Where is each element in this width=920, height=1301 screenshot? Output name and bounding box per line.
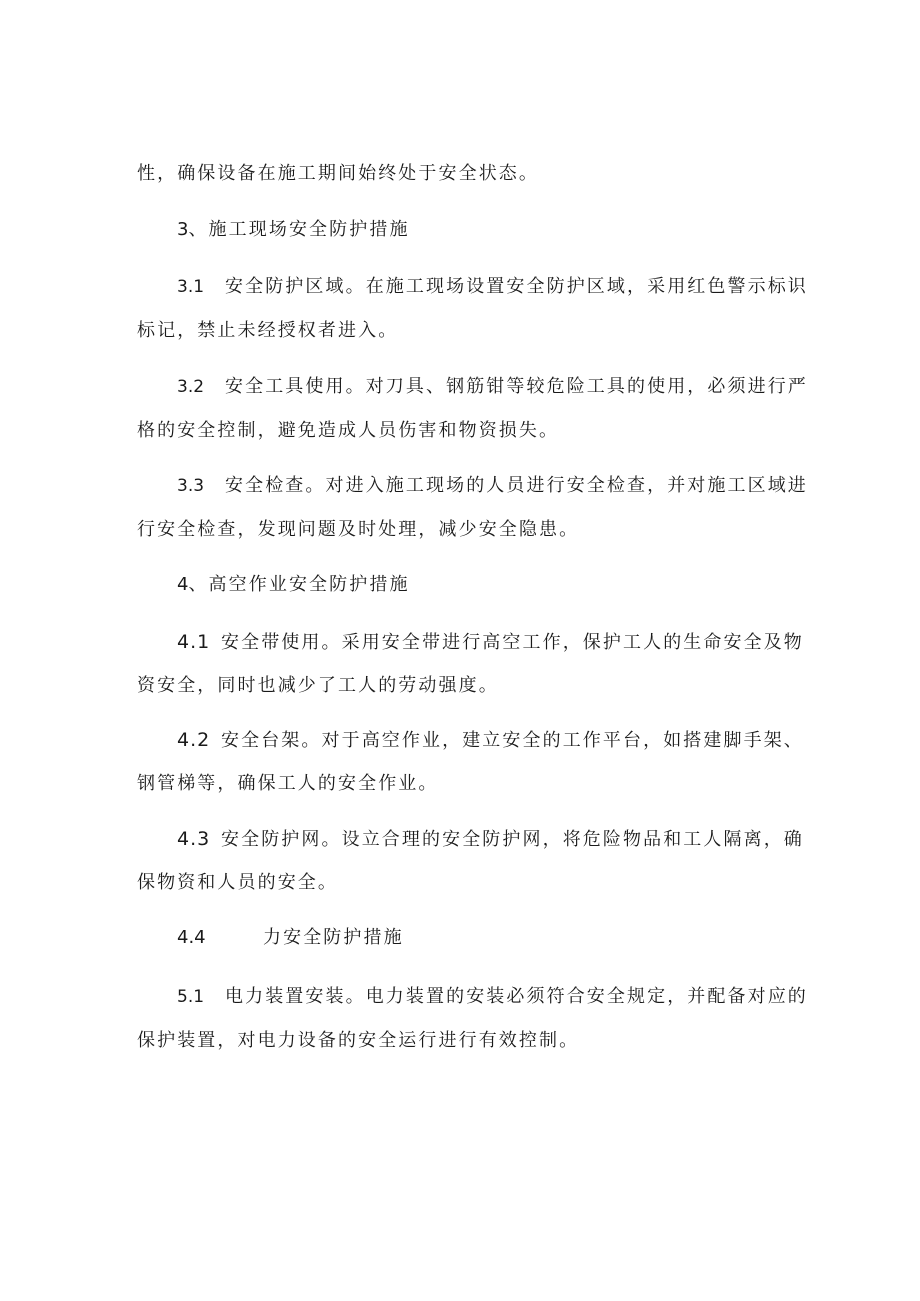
item-number: 4.3 bbox=[177, 828, 211, 850]
paragraph-3-1 bbox=[137, 265, 809, 353]
paragraph-4-3 bbox=[137, 817, 809, 905]
section-heading-4 bbox=[137, 563, 809, 607]
text-line: 安全台架。对于高空作业，建立安全的工作平台，如搭建脚手架、 bbox=[221, 730, 804, 751]
paragraph-3-3 bbox=[137, 464, 809, 552]
heading-text: 、施工现场安全防护措施 bbox=[188, 219, 410, 240]
paragraph-4-4 bbox=[137, 916, 809, 960]
text-line: 格的安全控制，避免造成人员伤害和物资损失。 bbox=[137, 420, 560, 441]
item-number: 3.1 bbox=[177, 277, 205, 297]
text-line: 行安全检查，发现问题及时处理，减少安全隐患。 bbox=[137, 519, 580, 540]
text-line: 性，确保设备在施工期间始终处于安全状态。 bbox=[137, 163, 539, 184]
text-line: 保护装置，对电力设备的安全运行进行有效控制。 bbox=[137, 1030, 580, 1051]
heading-text: 、高空作业安全防护措施 bbox=[188, 574, 410, 595]
heading-number: 3 bbox=[177, 219, 189, 240]
heading-number: 4 bbox=[177, 574, 189, 595]
text-line: 安全带使用。采用安全带进行高空工作，保护工人的生命安全及物 bbox=[221, 632, 804, 653]
item-number: 4.2 bbox=[177, 729, 211, 751]
text-line: 安全防护区域。在施工现场设置安全防护区域，采用红色警示标识 bbox=[225, 276, 808, 297]
item-number: 4.1 bbox=[177, 631, 211, 653]
text-line: 标记，禁止未经授权者进入。 bbox=[137, 320, 399, 341]
paragraph-5-1 bbox=[137, 975, 809, 1063]
paragraph-3-2 bbox=[137, 365, 809, 453]
text-line: 安全工具使用。对刀具、钢筋钳等较危险工具的使用，必须进行严 bbox=[225, 376, 808, 397]
item-number: 5.1 bbox=[177, 987, 205, 1007]
paragraph-4-1 bbox=[137, 620, 809, 708]
item-number: 3.3 bbox=[177, 476, 205, 496]
text-line: 安全防护网。设立合理的安全防护网，将危险物品和工人隔离，确 bbox=[221, 829, 804, 850]
text-line: 资安全，同时也减少了工人的劳动强度。 bbox=[137, 675, 499, 696]
text-line: 保物资和人员的安全。 bbox=[137, 872, 338, 893]
item-number: 3.2 bbox=[177, 377, 205, 397]
text-line: 电力装置安装。电力装置的安装必须符合安全规定，并配备对应的 bbox=[225, 986, 808, 1007]
text-line: 钢管梯等，确保工人的安全作业。 bbox=[137, 773, 439, 794]
paragraph-4-2 bbox=[137, 718, 809, 806]
item-number: 4.4 bbox=[177, 927, 206, 948]
text-line: 安全检查。对进入施工现场的人员进行安全检查，并对施工区域进 bbox=[225, 475, 808, 496]
paragraph-continuation bbox=[137, 152, 809, 196]
text-line: 力安全防护措施 bbox=[263, 927, 404, 948]
section-heading-3 bbox=[137, 208, 809, 252]
